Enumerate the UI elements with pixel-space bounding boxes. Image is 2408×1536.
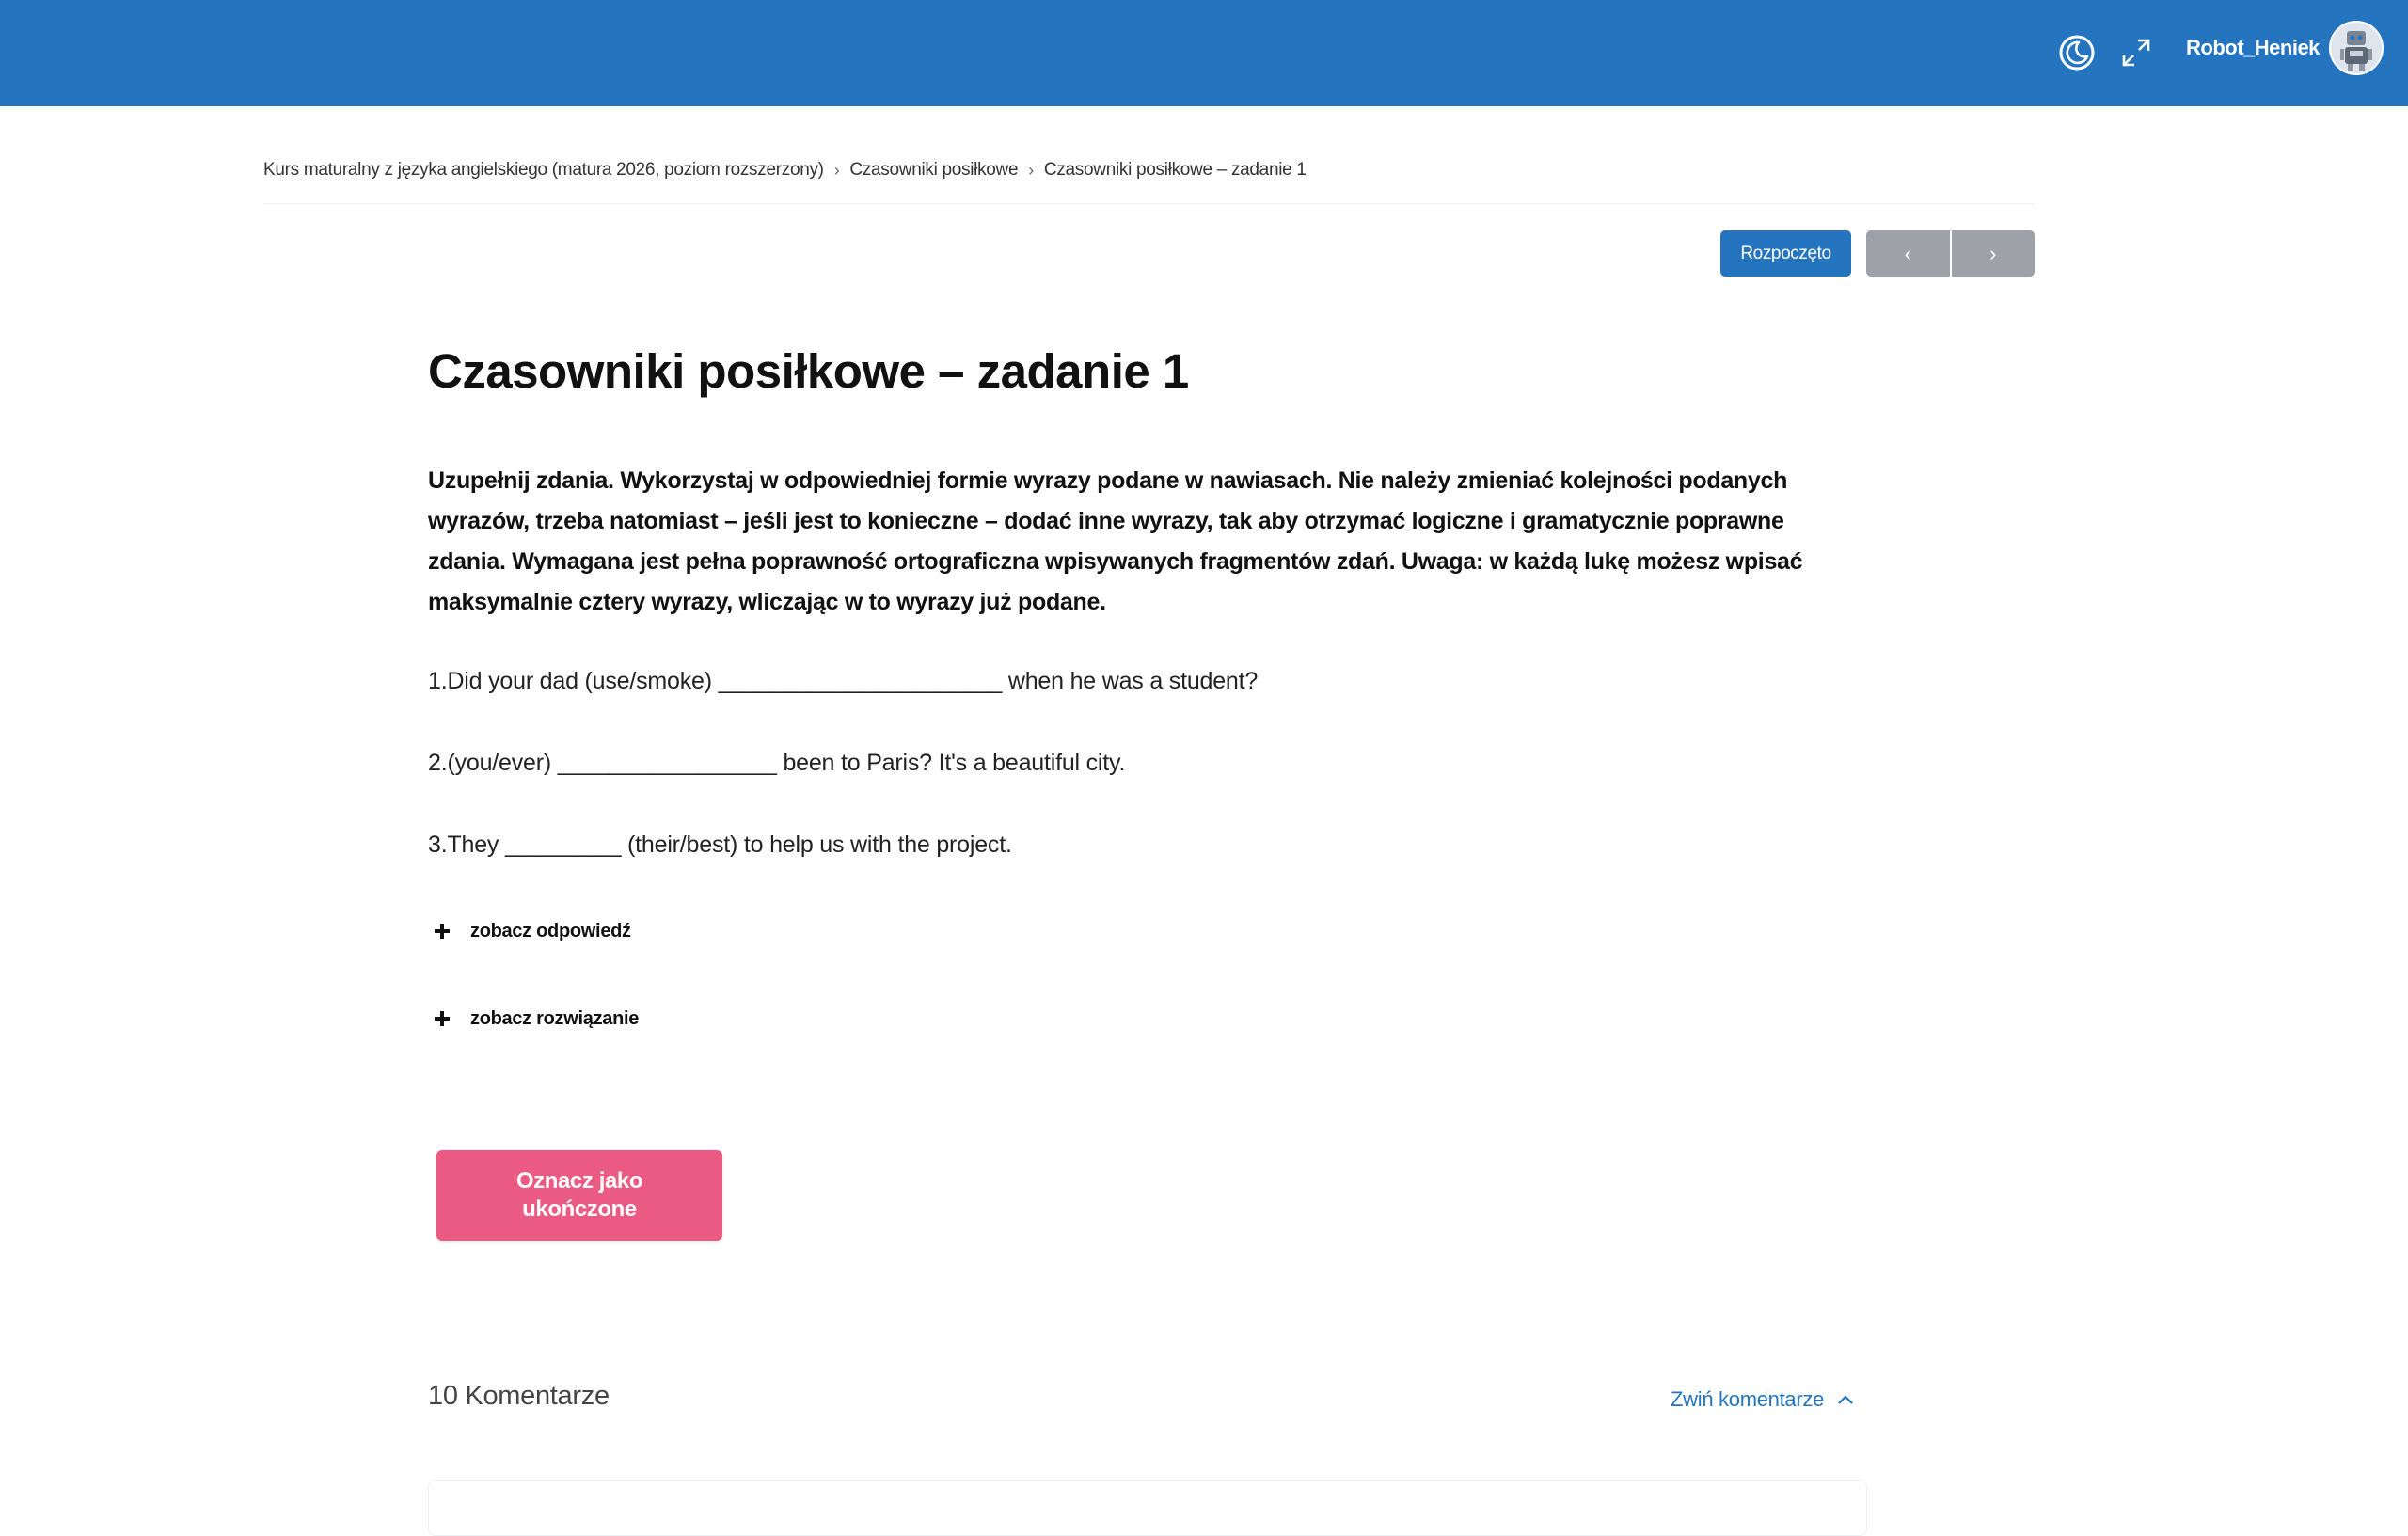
page-title: Czasowniki posiłkowe – zadanie 1 [428,344,1189,398]
show-solution-label: zobacz rozwiązanie [470,1007,640,1029]
previous-lesson-button[interactable] [1866,230,1952,277]
exercise-sentence-3: 3.They _________ (their/best) to help us with the project. [428,831,1012,858]
exercise-sentence-2: 2.(you/ever) _________________ been to Paris? It's a beautiful city. [428,750,1126,776]
status-badge[interactable]: Rozpoczęto [1720,230,1851,277]
breadcrumb-item-course[interactable]: Kurs maturalny z języka angielskiego (matura 2026, poziom rozszerzony) [263,160,824,180]
moon-icon [2058,34,2096,71]
chevron-right-icon: › [1989,241,1997,265]
chevron-left-icon: ‹ [1904,241,1911,265]
breadcrumb [263,156,2032,184]
collapse-comments-link[interactable] [1671,1385,1854,1415]
divider [263,203,2034,204]
username[interactable]: Robot_Heniek [2186,36,2320,59]
comments-count: 10 Komentarze [428,1381,610,1411]
mark-complete-label: Oznacz jako ukończone [515,1168,643,1222]
lesson-navigation [1866,230,2035,277]
plus-icon [433,922,453,941]
robot-avatar-icon [2331,23,2382,73]
next-lesson-button[interactable] [1952,230,2036,277]
expand-icon [2120,37,2152,69]
exercise-sentence-1: 1.Did your dad (use/smoke) ______________________ when he was a student? [428,668,1259,694]
top-bar [0,0,2408,106]
show-answer-toggle[interactable] [433,917,631,945]
collapse-comments-label: Zwiń komentarze [1671,1387,1825,1411]
task-instructions: Uzupełnij zdania. Wykorzystaj w odpowiedniej formie wyrazy podane w nawiasach. Nie należy zmieniać kolejności podanych wyrazów, trzeba natomiast – jeśli jest to konieczne – dodać inne wyrazy, tak aby otrzymać logiczne i gramatycznie poprawne zdania. Wymagana jest pełna poprawność ortograficzna wpisywanych fragmentów zdań. Uwaga: w każdą lukę możesz wpisać maksymalnie cztery wyrazy, wliczając w to wyrazy już podane. [428,467,1803,615]
dark-mode-toggle[interactable] [2051,26,2103,79]
mark-complete-button[interactable] [436,1150,722,1241]
plus-icon [433,1009,453,1028]
breadcrumb-separator: › [1028,160,1034,180]
comment-card [428,1480,1867,1536]
breadcrumb-separator: › [833,160,840,180]
show-solution-toggle[interactable] [433,1005,639,1033]
chevron-up-icon [1837,1394,1854,1405]
avatar[interactable] [2329,21,2384,75]
breadcrumb-item-current: Czasowniki posiłkowe – zadanie 1 [1043,160,1307,180]
show-answer-label: zobacz odpowiedź [470,920,631,942]
breadcrumb-item-section[interactable]: Czasowniki posiłkowe [849,160,1019,180]
fullscreen-button[interactable] [2110,26,2162,79]
